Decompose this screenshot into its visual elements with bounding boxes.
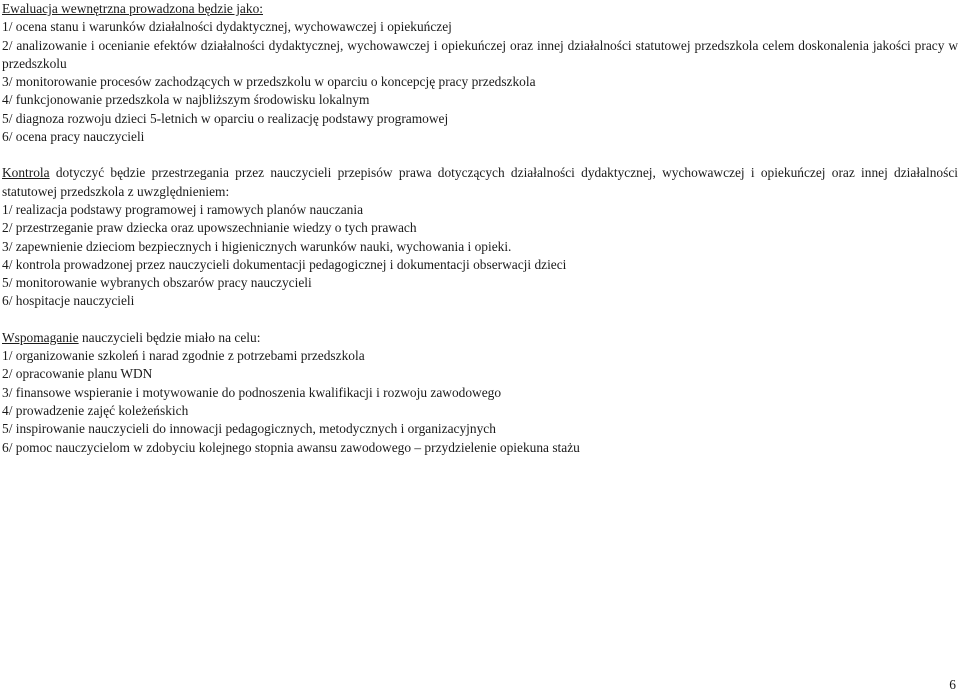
kontrola-item-2: 2/ przestrzeganie praw dziecka oraz upowszechnianie wiedzy o tych prawach	[2, 220, 417, 236]
wspomaganie-item-5: 5/ inspirowanie nauczycieli do innowacji pedagogicznych, metodycznych i organizacyjnych	[2, 421, 496, 437]
ewaluacja-section	[2, 0, 958, 146]
ewaluacja-item-3: 3/ monitorowanie procesów zachodzących w przedszkolu w oparciu o koncepcję pracy przedszkola	[2, 74, 536, 90]
wspomaganie-item-4: 4/ prowadzenie zajęć koleżeńskich	[2, 402, 189, 418]
kontrola-section	[2, 164, 958, 310]
wspomaganie-section	[2, 329, 958, 457]
wspomaganie-intro	[2, 329, 958, 347]
wspomaganie-item-2: 2/ opracowanie planu WDN	[2, 366, 153, 382]
page-number: 6	[949, 677, 956, 692]
kontrola-item-1: 1/ realizacja podstawy programowej i ramowych planów nauczania	[2, 201, 364, 217]
kontrola-item-4: 4/ kontrola prowadzonej przez nauczycieli dokumentacji pedagogicznej i dokumentacji obserwacji dzieci	[2, 256, 567, 272]
ewaluacja-item-1: 1/ ocena stanu i warunków działalności dydaktycznej, wychowawczej i opiekuńczej	[2, 19, 452, 35]
ewaluacja-item-5: 5/ diagnoza rozwoju dzieci 5-letnich w oparciu o realizację podstawy programowej	[2, 110, 449, 126]
kontrola-item-6: 6/ hospitacje nauczycieli	[2, 293, 135, 309]
wspomaganie-item-6: 6/ pomoc nauczycielom w zdobyciu kolejnego stopnia awansu zawodowego – przydzielenie opiekuna stażu	[2, 439, 580, 455]
wspomaganie-item-3: 3/ finansowe wspieranie i motywowanie do podnoszenia kwalifikacji i rozwoju zawodowego	[2, 384, 502, 400]
kontrola-item-5: 5/ monitorowanie wybranych obszarów pracy nauczycieli	[2, 275, 312, 291]
section-spacer	[2, 311, 958, 329]
kontrola-keyword: Kontrola	[2, 165, 50, 181]
document-page	[2, 0, 958, 457]
wspomaganie-intro-text: nauczycieli będzie miało na celu:	[78, 329, 261, 345]
ewaluacja-heading: Ewaluacja wewnętrzna prowadzona będzie jako:	[2, 1, 263, 16]
kontrola-intro-text: dotyczyć będzie przestrzegania przez nauczycieli przepisów prawa dotyczących działalności dydaktycznej, wychowawczej i opiekuńczej oraz innej działalności statutowej przedszkola z uwzględnieniem:	[2, 165, 958, 199]
kontrola-intro	[2, 164, 958, 201]
section-spacer	[2, 146, 958, 164]
ewaluacja-item-4: 4/ funkcjonowanie przedszkola w najbliższym środowisku lokalnym	[2, 92, 370, 108]
ewaluacja-item-2: 2/ analizowanie i ocenianie efektów działalności dydaktycznej, wychowawczej i opiekuńczej oraz innej działalności statutowej przedszkola celem doskonalenia jakości pracy w przedszkolu	[2, 37, 958, 71]
kontrola-item-3: 3/ zapewnienie dzieciom bezpiecznych i higienicznych warunków nauki, wychowania i opieki.	[2, 238, 512, 254]
ewaluacja-item-6: 6/ ocena pracy nauczycieli	[2, 129, 145, 145]
wspomaganie-keyword: Wspomaganie	[2, 329, 79, 345]
wspomaganie-item-1: 1/ organizowanie szkoleń i narad zgodnie z potrzebami przedszkola	[2, 348, 365, 364]
